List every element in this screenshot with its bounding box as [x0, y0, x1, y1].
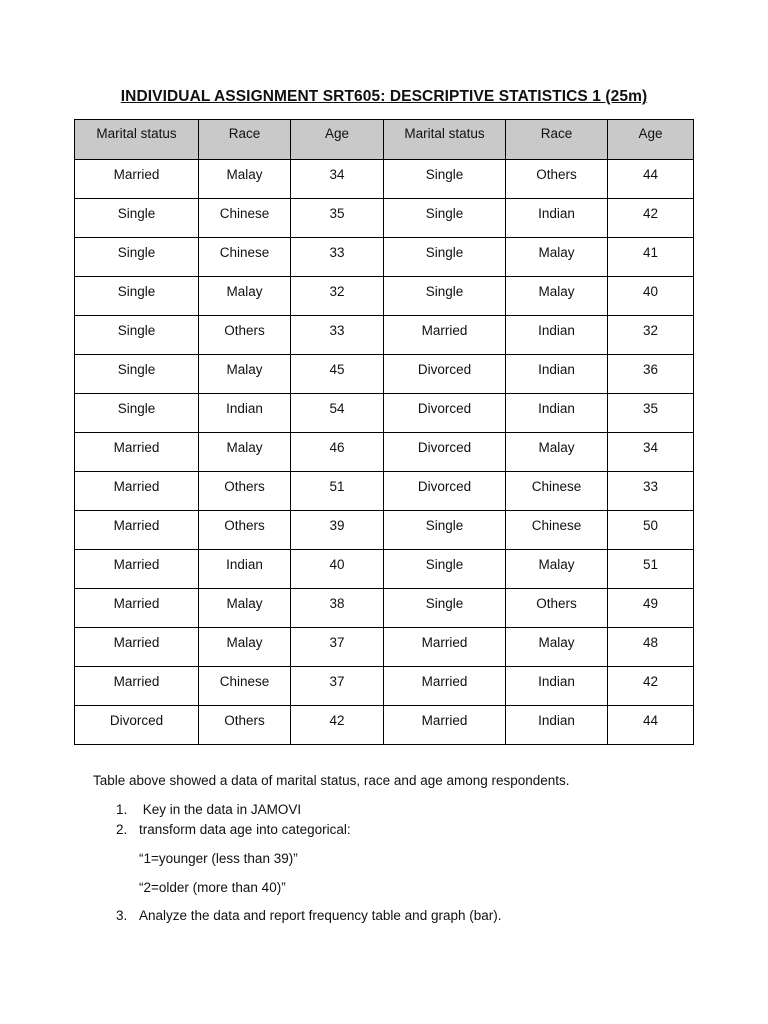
- table-row: [75, 238, 694, 277]
- cell-marital-status: Single: [75, 316, 199, 355]
- cell-race: Malay: [199, 589, 291, 628]
- cell-age: 35: [608, 394, 694, 433]
- cell-marital-status: Divorced: [384, 472, 506, 511]
- cell-race: Malay: [199, 277, 291, 316]
- cell-age: 35: [291, 199, 384, 238]
- header-age: Age: [608, 120, 694, 160]
- cell-race: Chinese: [506, 472, 608, 511]
- cell-marital-status: Divorced: [384, 433, 506, 472]
- cell-marital-status: Single: [384, 160, 506, 199]
- table-row: [75, 199, 694, 238]
- cell-age: 36: [608, 355, 694, 394]
- cell-age: 34: [291, 160, 384, 199]
- cell-age: 45: [291, 355, 384, 394]
- table-row: [75, 472, 694, 511]
- cell-race: Others: [199, 316, 291, 355]
- cell-age: 51: [291, 472, 384, 511]
- step-text: Key in the data in JAMOVI: [139, 802, 302, 817]
- cell-marital-status: Single: [384, 589, 506, 628]
- cell-race: Indian: [506, 199, 608, 238]
- cell-race: Others: [506, 160, 608, 199]
- cell-race: Malay: [199, 160, 291, 199]
- cell-race: Malay: [506, 550, 608, 589]
- cell-age: 32: [608, 316, 694, 355]
- table-body: [75, 160, 694, 745]
- cell-marital-status: Married: [75, 667, 199, 706]
- cell-age: 33: [608, 472, 694, 511]
- cell-age: 49: [608, 589, 694, 628]
- cell-marital-status: Married: [75, 160, 199, 199]
- cell-race: Chinese: [506, 511, 608, 550]
- table-header-row: [75, 120, 694, 160]
- document-title: INDIVIDUAL ASSIGNMENT SRT605: DESCRIPTIVE STATISTICS 1 (25m): [120, 88, 648, 105]
- cell-age: 46: [291, 433, 384, 472]
- step-number: 2.: [116, 822, 128, 837]
- header-age: Age: [291, 120, 384, 160]
- cell-marital-status: Single: [384, 277, 506, 316]
- data-table: [74, 119, 694, 745]
- cell-marital-status: Married: [384, 316, 506, 355]
- cell-age: 33: [291, 238, 384, 277]
- cell-race: Others: [199, 511, 291, 550]
- cell-marital-status: Single: [75, 355, 199, 394]
- cell-race: Malay: [506, 628, 608, 667]
- step-text: transform data age into categorical:: [139, 822, 351, 837]
- cell-race: Others: [506, 589, 608, 628]
- step-text: Analyze the data and report frequency table and graph (bar).: [139, 908, 502, 923]
- cell-race: Indian: [199, 550, 291, 589]
- cell-age: 38: [291, 589, 384, 628]
- table-row: [75, 589, 694, 628]
- cell-marital-status: Single: [384, 511, 506, 550]
- cell-marital-status: Married: [75, 433, 199, 472]
- cell-race: Malay: [199, 433, 291, 472]
- cell-race: Malay: [199, 355, 291, 394]
- cell-age: 40: [608, 277, 694, 316]
- cell-race: Chinese: [199, 199, 291, 238]
- cell-age: 37: [291, 628, 384, 667]
- cell-race: Indian: [506, 355, 608, 394]
- cell-marital-status: Married: [75, 472, 199, 511]
- table-row: [75, 433, 694, 472]
- cell-marital-status: Divorced: [384, 394, 506, 433]
- table-row: [75, 550, 694, 589]
- cell-age: 51: [608, 550, 694, 589]
- cell-age: 42: [291, 706, 384, 745]
- cell-race: Indian: [506, 706, 608, 745]
- table-row: [75, 394, 694, 433]
- category-definition: “2=older (more than 40)”: [139, 880, 286, 895]
- cell-marital-status: Married: [384, 706, 506, 745]
- cell-race: Others: [199, 706, 291, 745]
- cell-marital-status: Married: [75, 589, 199, 628]
- cell-race: Malay: [506, 277, 608, 316]
- cell-race: Malay: [199, 628, 291, 667]
- category-definition: “1=younger (less than 39)”: [139, 851, 298, 866]
- table-row: [75, 511, 694, 550]
- cell-race: Chinese: [199, 667, 291, 706]
- table-row: [75, 160, 694, 199]
- cell-marital-status: Single: [75, 238, 199, 277]
- cell-race: Indian: [506, 316, 608, 355]
- cell-race: Indian: [506, 667, 608, 706]
- cell-marital-status: Married: [75, 511, 199, 550]
- cell-age: 37: [291, 667, 384, 706]
- cell-marital-status: Married: [75, 550, 199, 589]
- step-number: 1.: [116, 802, 128, 817]
- table-row: [75, 628, 694, 667]
- cell-age: 42: [608, 667, 694, 706]
- table-row: [75, 706, 694, 745]
- header-marital-status: Marital status: [384, 120, 506, 160]
- cell-marital-status: Single: [384, 550, 506, 589]
- cell-age: 34: [608, 433, 694, 472]
- cell-marital-status: Single: [384, 199, 506, 238]
- cell-race: Indian: [506, 394, 608, 433]
- table-row: [75, 277, 694, 316]
- cell-race: Malay: [506, 433, 608, 472]
- cell-marital-status: Divorced: [384, 355, 506, 394]
- cell-age: 48: [608, 628, 694, 667]
- cell-race: Chinese: [199, 238, 291, 277]
- cell-age: 50: [608, 511, 694, 550]
- cell-marital-status: Married: [384, 667, 506, 706]
- cell-age: 39: [291, 511, 384, 550]
- header-race: Race: [506, 120, 608, 160]
- cell-marital-status: Single: [75, 277, 199, 316]
- table-description: Table above showed a data of marital status, race and age among respondents.: [93, 773, 570, 788]
- header-marital-status: Marital status: [75, 120, 199, 160]
- cell-age: 44: [608, 160, 694, 199]
- cell-age: 33: [291, 316, 384, 355]
- cell-marital-status: Married: [75, 628, 199, 667]
- cell-race: Others: [199, 472, 291, 511]
- table-row: [75, 316, 694, 355]
- cell-marital-status: Divorced: [75, 706, 199, 745]
- cell-race: Malay: [506, 238, 608, 277]
- cell-age: 42: [608, 199, 694, 238]
- step-number: 3.: [116, 908, 128, 923]
- cell-age: 44: [608, 706, 694, 745]
- cell-race: Indian: [199, 394, 291, 433]
- cell-marital-status: Single: [384, 238, 506, 277]
- cell-marital-status: Single: [75, 199, 199, 238]
- header-race: Race: [199, 120, 291, 160]
- cell-age: 40: [291, 550, 384, 589]
- table-row: [75, 667, 694, 706]
- table-row: [75, 355, 694, 394]
- cell-age: 54: [291, 394, 384, 433]
- cell-age: 41: [608, 238, 694, 277]
- cell-marital-status: Married: [384, 628, 506, 667]
- cell-age: 32: [291, 277, 384, 316]
- cell-marital-status: Single: [75, 394, 199, 433]
